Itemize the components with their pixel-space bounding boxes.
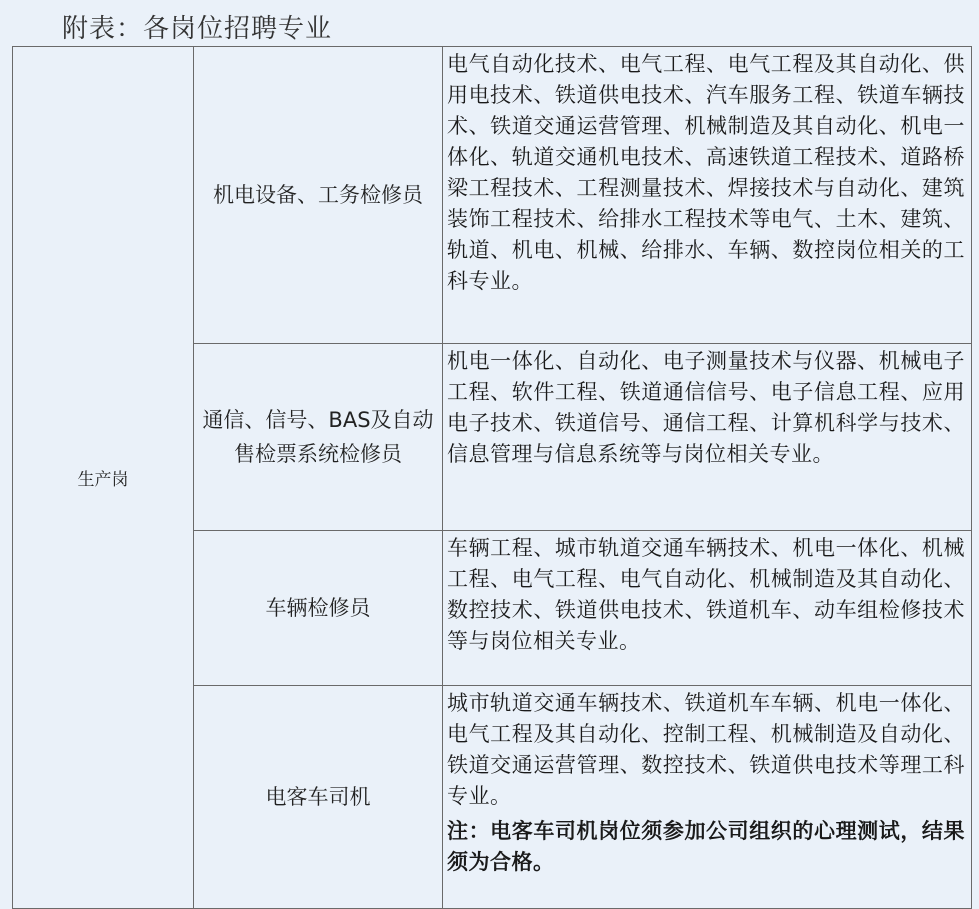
role-cell: 车辆检修员 [194,531,443,686]
role-cell: 电客车司机 [194,686,443,909]
driver-note: 注：电客车司机岗位须参加公司组织的心理测试，结果须为合格。 [447,819,965,874]
category-cell: 生产岗 [13,47,194,909]
recruitment-majors-table [12,46,972,909]
table-row [13,47,972,344]
role-cell: 通信、信号、BAS及自动售检票系统检修员 [194,344,443,531]
table-caption: 附表：各岗位招聘专业 [62,14,333,44]
majors-cell: 机电一体化、自动化、电子测量技术与仪器、机械电子工程、软件工程、铁道通信信号、电子信息工程、应用电子技术、铁道信号、通信工程、计算机科学与技术、信息管理与信息系统等与岗位相关专业。 [443,344,972,531]
majors-text: 城市轨道交通车辆技术、铁道机车车辆、机电一体化、电气工程及其自动化、控制工程、机械制造及自动化、铁道交通运营管理、数控技术、铁道供电技术等理工科专业。 [447,691,965,808]
majors-cell: 车辆工程、城市轨道交通车辆技术、机电一体化、机械工程、电气工程、电气自动化、机械制造及其自动化、数控技术、铁道供电技术、铁道机车、动车组检修技术等与岗位相关专业。 [443,531,972,686]
role-cell: 机电设备、工务检修员 [194,47,443,344]
majors-cell-with-note [443,686,972,909]
majors-cell: 电气自动化技术、电气工程、电气工程及其自动化、供用电技术、铁道供电技术、汽车服务工程、铁道车辆技术、铁道交通运营管理、机械制造及其自动化、机电一体化、轨道交通机电技术、高速铁道工程技术、道路桥梁工程技术、工程测量技术、焊接技术与自动化、建筑装饰工程技术、给排水工程技术等电气、土木、建筑、轨道、机电、机械、给排水、车辆、数控岗位相关的工科专业。 [443,47,972,344]
